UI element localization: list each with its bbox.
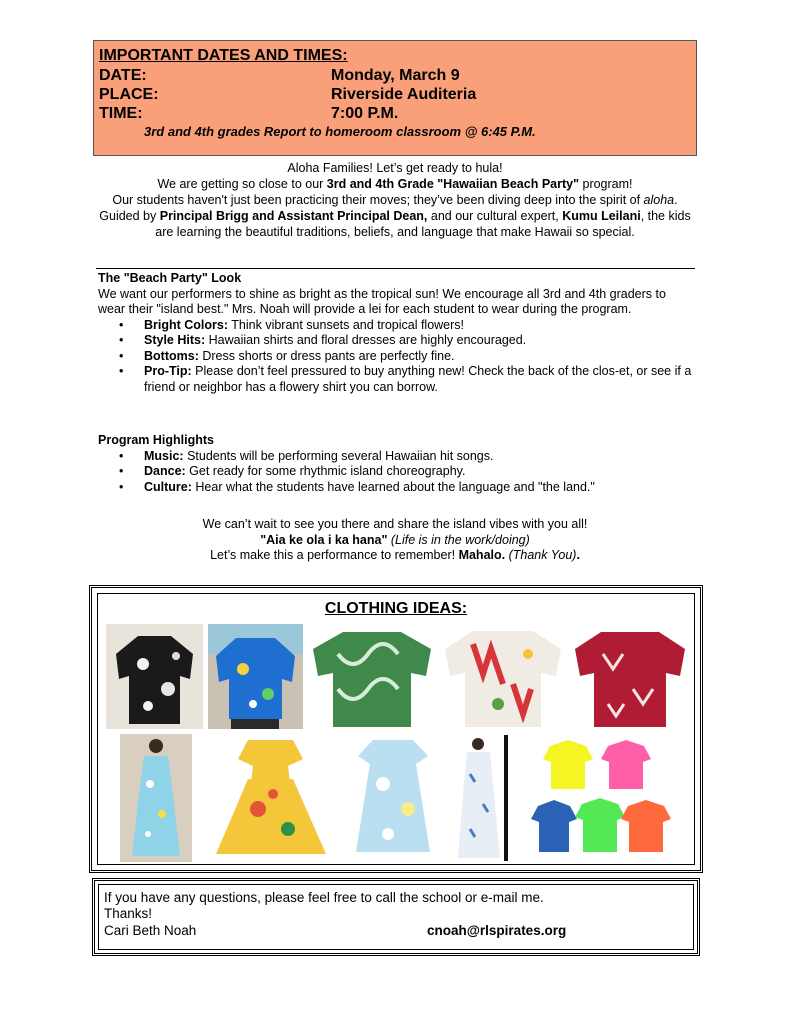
clothing-gallery [98,594,696,866]
contact-question: If you have any questions, please feel free to call the school or e-mail me. [104,890,544,905]
bullet-icon: • [119,364,124,378]
bullet-label: Bottoms: [144,348,199,363]
bullet-label: Music: [144,448,184,463]
intro-text: program! [579,177,633,191]
program-name: 3rd and 4th Grade "Hawaiian Beach Party" [326,177,580,191]
contact-thanks: Thanks! [104,906,153,921]
intro-text: . Guided by [99,193,678,223]
bullet-label: Bright Colors: [144,317,229,332]
yellow-floral-dress-photo [206,734,334,862]
bullet-icon: • [119,333,124,347]
bullet-label: Dance: [144,464,186,478]
list-item [119,448,694,465]
neon-t-shirts-photo [531,734,673,862]
list-item [119,464,694,480]
thank-you-translation: (Thank You) [505,548,577,562]
look-title: The "Beach Party" Look [98,271,242,285]
bullet-label: Pro-Tip: [144,364,192,378]
closing-line: We can’t wait to see you there and share the island vibes with you all! [202,517,588,531]
date-label: DATE: [99,67,147,84]
clothing-ideas-inner [97,593,695,865]
bullet-text: Hear what the students have learned about the language and "the land." [191,479,595,494]
kumu-name: Kumu Leilani [562,209,641,223]
header-title: IMPORTANT DATES AND TIMES: [99,47,348,64]
white-floral-long-dress-photo [452,734,508,862]
intro-text: Our students haven't just been practicing their moves; they’ve been diving deep into the spirit of [112,193,644,207]
program-highlights-section [98,433,694,495]
important-dates-box [93,40,697,156]
clothing-ideas-box [89,585,703,873]
closing-paragraph [98,517,692,564]
contact-inner [98,884,694,950]
aloha-word: aloha [643,193,675,207]
clothing-ideas-title: CLOTHING IDEAS: [324,600,468,617]
intro-text: We are getting so close to our [157,177,327,191]
black-hawaiian-shirt-photo [106,624,203,729]
bullet-text: Please don’t feel pressured to buy anything new! Check the back of the clos-et, or see if a friend or neighbor has a flowery shirt you can borrow. [144,364,692,394]
look-bullet-list [98,318,694,396]
closing-period: . [576,548,580,562]
highlights-bullet-list [98,449,694,496]
bullet-icon: • [119,317,124,332]
time-value: 7:00 P.M. [331,105,399,122]
intro-greeting: Aloha Families! Let’s get ready to hula! [287,161,503,175]
place-label: PLACE: [99,86,159,103]
light-blue-floral-dress-photo [343,734,441,862]
mahalo-word: Mahalo. [458,548,506,562]
bullet-text: Students will be performing several Hawaiian hit songs. [183,448,494,463]
highlights-title: Program Highlights [98,433,214,447]
date-value: Monday, March 9 [331,67,460,84]
contact-box [92,878,700,956]
bullet-icon: • [119,348,124,363]
intro-paragraph [98,160,692,240]
blue-hawaiian-shirt-photo [208,624,303,729]
teacher-email[interactable]: cnoah@rlspirates.org [427,923,567,938]
intro-description [98,192,692,240]
bullet-text: Get ready for some rhythmic island choreography. [185,464,466,478]
intro-text: , the kids are learning the beautiful traditions, beliefs, and language that make Hawaii so special. [155,209,691,239]
bullet-text: Dress shorts or dress pants are perfectly fine. [198,348,455,363]
report-instruction: 3rd and 4th grades Report to homeroom classroom @ 6:45 P.M. [144,124,536,139]
list-item [119,333,694,349]
bullet-icon: • [119,464,124,478]
bullet-text: Think vibrant sunsets and tropical flowers! [228,317,465,332]
time-label: TIME: [99,105,143,122]
intro-text: and our cultural expert, [427,209,563,223]
list-item [119,317,694,334]
maroon-hawaiian-shirt-photo [570,624,690,729]
intro-program-line [98,176,692,192]
list-item [119,479,694,496]
bullet-icon: • [119,448,124,463]
list-item [119,348,694,365]
bullet-label: Style Hits: [144,333,206,347]
hawaiian-phrase: "Aia ke ola i ka hana" [260,532,388,547]
closing-text: Let’s make this a performance to remember! [210,548,459,562]
beach-party-look-section [98,271,694,395]
phrase-translation: (Life is in the work/doing) [387,532,530,547]
red-hawaiian-shirt-photo [440,624,566,729]
bullet-label: Culture: [144,479,192,494]
teacher-name: Cari Beth Noah [104,923,197,938]
blue-floral-long-dress-photo [120,734,192,862]
principals-names: Principal Brigg and Assistant Principal Dean, [159,209,428,223]
bullet-text: Hawaiian shirts and floral dresses are highly encouraged. [205,333,527,347]
list-item [119,364,694,395]
closing-mahalo-line [98,548,692,564]
place-value: Riverside Auditeria [331,86,477,103]
green-hawaiian-shirt-photo [308,624,436,729]
section-divider [96,268,695,269]
hawaiian-phrase-line [98,533,692,549]
look-body: We want our performers to shine as bright as the tropical sun! We encourage all 3rd and 4th graders to wear their "island best." Mrs. Noah will provide a lei for each student to wear during the program. [98,286,666,316]
bullet-icon: • [119,479,124,494]
